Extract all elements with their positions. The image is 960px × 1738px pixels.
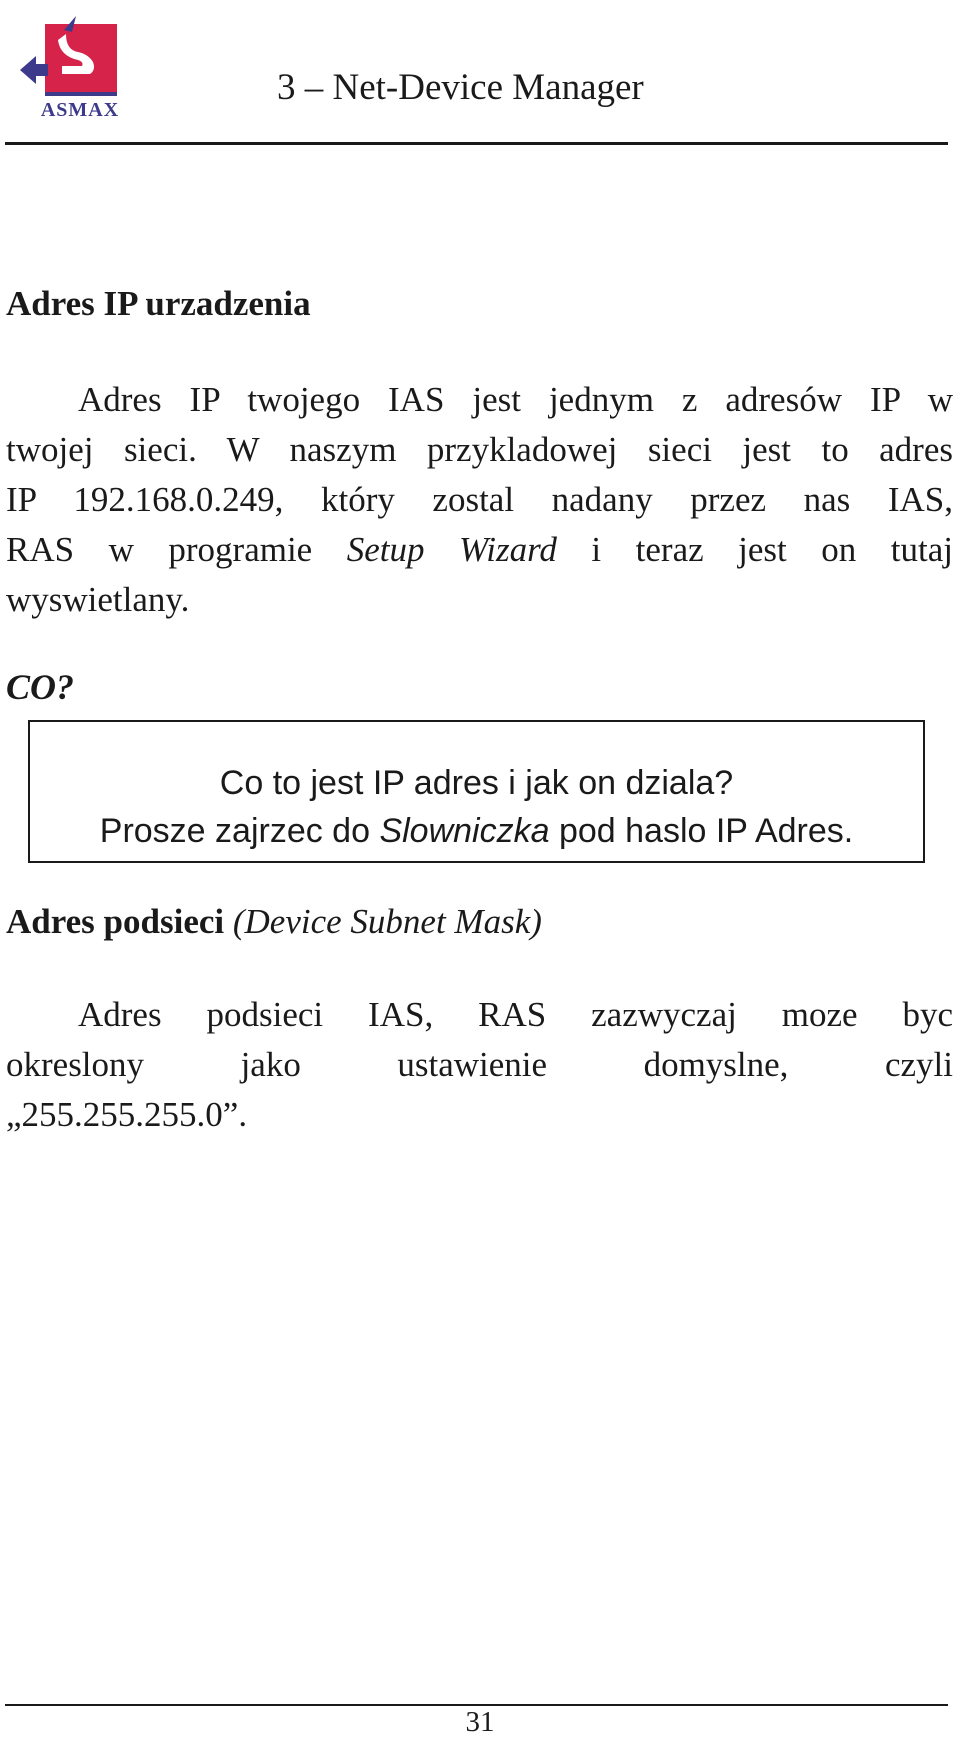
section-heading-ip-address: Adres IP urzadzenia [6, 284, 311, 323]
setup-wizard-term: Setup Wizard [346, 530, 557, 569]
paragraph-text: i teraz jest on tutaj [556, 530, 953, 569]
paragraph-line: Adres IP twojego IAS jest jednym z adresów IP w [78, 380, 953, 419]
paragraph-line: twojej sieci. W naszym przykladowej sieci jest to adres [6, 430, 953, 469]
paragraph-line: IP 192.168.0.249, który zostal nadany przez nas IAS, [6, 480, 953, 519]
page-number: 31 [465, 1706, 495, 1738]
paragraph-line: okreslony jako ustawienie domyslne, czyli [6, 1045, 953, 1084]
logo-text: ASMAX [40, 99, 120, 121]
co-label: CO? [6, 667, 75, 707]
logo-blue-underline [45, 92, 117, 96]
glossary-term: Slowniczka [379, 812, 550, 850]
paragraph-line: Adres podsieci IAS, RAS zazwyczaj moze byc [78, 995, 953, 1034]
ip-address-paragraph [6, 375, 953, 625]
paragraph-line [6, 525, 953, 575]
info-box-text: Prosze zajrzec do [99, 812, 380, 850]
info-box-text: pod haslo IP Adres. [549, 812, 854, 850]
info-box-question: Co to jest IP adres i jak on dziala? [219, 764, 734, 802]
heading-text: Adres podsieci [6, 902, 225, 941]
section-heading-subnet-mask [6, 900, 542, 944]
paragraph-text: RAS w programie [6, 530, 347, 569]
paragraph-line: wyswietlany. [6, 580, 190, 619]
logo-blue-arrow [20, 56, 48, 84]
info-box [28, 720, 925, 863]
paragraph-line: „255.255.255.0”. [6, 1095, 248, 1134]
heading-subtitle: (Device Subnet Mask) [232, 902, 542, 941]
header-divider [5, 142, 948, 145]
asmax-logo [18, 8, 138, 123]
info-box-answer [30, 807, 923, 855]
header-title: 3 – Net-Device Manager [277, 67, 644, 108]
subnet-mask-paragraph [6, 990, 953, 1140]
